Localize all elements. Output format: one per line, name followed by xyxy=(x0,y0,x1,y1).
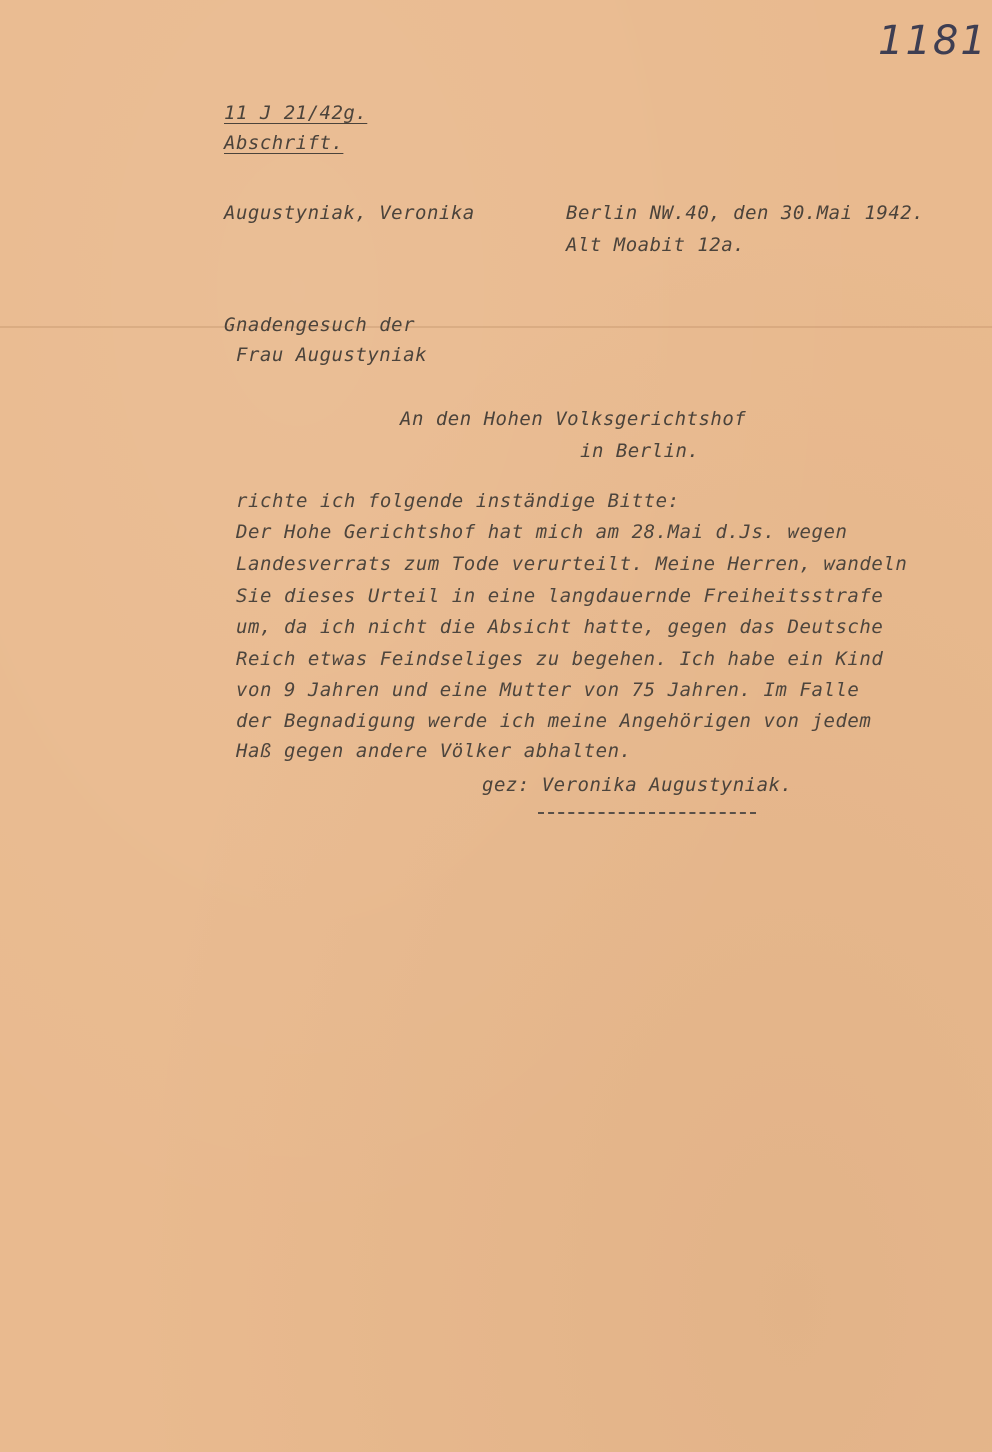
body-line: Landesverrats zum Tode verurteilt. Meine Herren, wandeln xyxy=(236,553,908,575)
signature-rule xyxy=(538,812,756,814)
body-line: Reich etwas Feindseliges zu begehen. Ich habe ein Kind xyxy=(236,648,884,670)
body-line: von 9 Jahren und eine Mutter von 75 Jahren. Im Falle xyxy=(236,679,860,701)
signature: gez: Veronika Augustyniak. xyxy=(482,774,793,796)
recipient-line-1: An den Hohen Volksgerichtshof xyxy=(400,408,747,430)
page-number: 1181 xyxy=(878,18,988,64)
body-line: Der Hohe Gerichtshof hat mich am 28.Mai d.Js. wegen xyxy=(236,521,848,543)
body-line: Sie dieses Urteil in eine langdauernde Freiheitsstrafe xyxy=(236,585,884,607)
recipient-line-2: in Berlin. xyxy=(580,440,700,462)
body-line: Haß gegen andere Völker abhalten. xyxy=(236,740,632,762)
body-line: richte ich folgende inständige Bitte: xyxy=(236,490,680,512)
sender-address: Alt Moabit 12a. xyxy=(566,234,746,256)
paper-fold xyxy=(0,326,992,328)
file-number: 11 J 21/42g. xyxy=(224,102,368,124)
subject-line-2: Frau Augustyniak xyxy=(236,344,428,366)
body-line: der Begnadigung werde ich meine Angehörigen von jedem xyxy=(236,710,872,732)
place-date: Berlin NW.40, den 30.Mai 1942. xyxy=(566,202,925,224)
body-line: um, da ich nicht die Absicht hatte, gegen das Deutsche xyxy=(236,616,884,638)
sender-name: Augustyniak, Veronika xyxy=(224,202,475,224)
copy-label: Abschrift. xyxy=(224,132,344,154)
subject-line-1: Gnadengesuch der xyxy=(224,314,416,336)
